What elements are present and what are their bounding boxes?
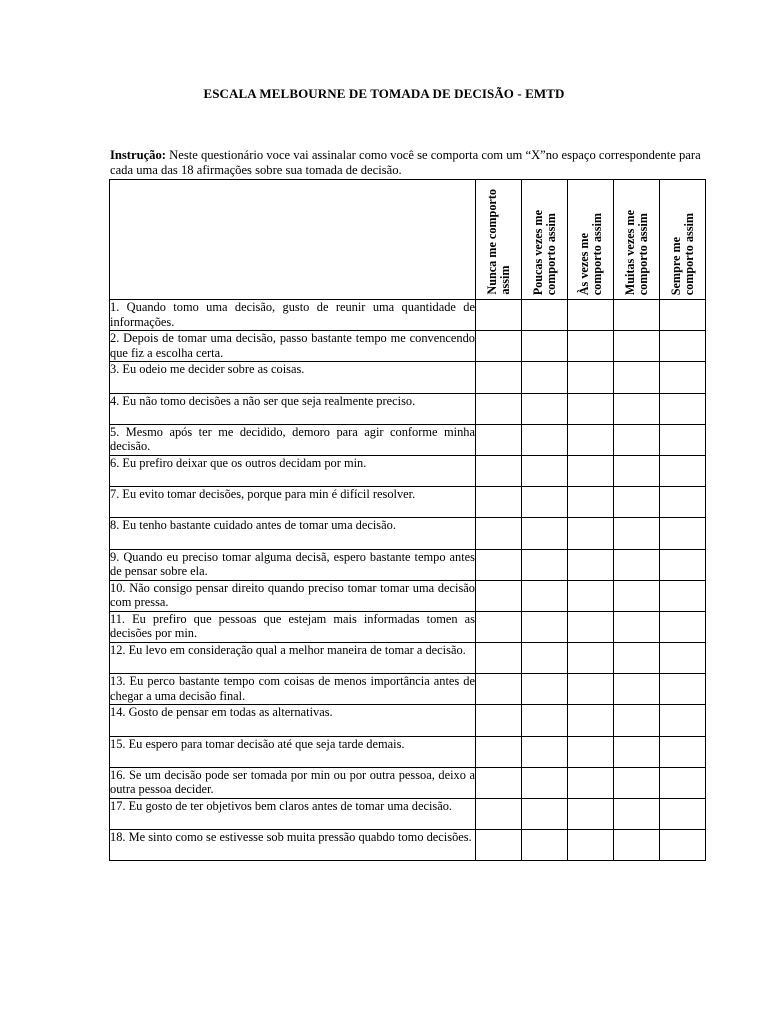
answer-cell[interactable]: [476, 643, 522, 674]
answer-cell[interactable]: [568, 300, 614, 331]
answer-cell[interactable]: [522, 830, 568, 861]
column-header-rarely: Poucas vezes me comporto assim: [522, 180, 568, 300]
question-text: 9. Quando eu preciso tomar alguma decisã, espero bastante tempo antes de pensar sobre ela.: [110, 549, 476, 580]
question-text: 6. Eu prefiro deixar que os outros decidam por min.: [110, 455, 476, 486]
question-text: 5. Mesmo após ter me decidido, demoro para agir conforme minha decisão.: [110, 424, 476, 455]
answer-cell[interactable]: [614, 300, 660, 331]
table-row: [110, 393, 706, 424]
answer-cell[interactable]: [522, 455, 568, 486]
table-row: [110, 549, 706, 580]
answer-cell[interactable]: [660, 300, 706, 331]
answer-cell[interactable]: [614, 362, 660, 393]
column-header-often: Muitas vezes me comporto assim: [614, 180, 660, 300]
answer-cell[interactable]: [660, 487, 706, 518]
table-row: [110, 455, 706, 486]
answer-cell[interactable]: [522, 424, 568, 455]
answer-cell[interactable]: [522, 580, 568, 611]
answer-cell[interactable]: [522, 549, 568, 580]
answer-cell[interactable]: [476, 705, 522, 736]
question-text: 1. Quando tomo uma decisão, gusto de reunir uma quantidade de informações.: [110, 300, 476, 331]
answer-cell[interactable]: [614, 424, 660, 455]
answer-cell[interactable]: [660, 736, 706, 767]
answer-cell[interactable]: [568, 799, 614, 830]
answer-cell[interactable]: [476, 424, 522, 455]
table-header-row: [110, 180, 706, 300]
table-row: [110, 487, 706, 518]
answer-cell[interactable]: [522, 643, 568, 674]
answer-cell[interactable]: [614, 643, 660, 674]
question-text: 14. Gosto de pensar em todas as alternativas.: [110, 705, 476, 736]
answer-cell[interactable]: [568, 674, 614, 705]
answer-cell[interactable]: [476, 830, 522, 861]
table-row: [110, 799, 706, 830]
answer-cell[interactable]: [660, 362, 706, 393]
answer-cell[interactable]: [614, 518, 660, 549]
instruction-paragraph: [110, 148, 710, 178]
answer-cell[interactable]: [568, 487, 614, 518]
question-text: 10. Não consigo pensar direito quando preciso tomar tomar uma decisão com pressa.: [110, 580, 476, 611]
answer-cell[interactable]: [476, 362, 522, 393]
answer-cell[interactable]: [476, 393, 522, 424]
answer-cell[interactable]: [614, 393, 660, 424]
answer-cell[interactable]: [568, 611, 614, 642]
answer-cell[interactable]: [476, 674, 522, 705]
question-text: 8. Eu tenho bastante cuidado antes de tomar uma decisão.: [110, 518, 476, 549]
answer-cell[interactable]: [476, 580, 522, 611]
answer-cell[interactable]: [660, 424, 706, 455]
answer-cell[interactable]: [522, 393, 568, 424]
answer-cell[interactable]: [614, 674, 660, 705]
answer-cell[interactable]: [614, 736, 660, 767]
answer-cell[interactable]: [476, 799, 522, 830]
answer-cell[interactable]: [476, 767, 522, 798]
table-row: [110, 643, 706, 674]
answer-cell[interactable]: [660, 767, 706, 798]
question-text: 16. Se um decisão pode ser tomada por min ou por outra pessoa, deixo a outra pessoa decider.: [110, 767, 476, 798]
answer-cell[interactable]: [568, 424, 614, 455]
answer-cell[interactable]: [660, 705, 706, 736]
answer-cell[interactable]: [568, 830, 614, 861]
answer-cell[interactable]: [660, 331, 706, 362]
instruction-label: Instrução:: [110, 148, 166, 162]
answer-cell[interactable]: [660, 518, 706, 549]
answer-cell[interactable]: [614, 799, 660, 830]
answer-cell[interactable]: [614, 549, 660, 580]
answer-cell[interactable]: [568, 767, 614, 798]
answer-cell[interactable]: [522, 331, 568, 362]
answer-cell[interactable]: [660, 455, 706, 486]
answer-cell[interactable]: [568, 518, 614, 549]
questionnaire-table: [109, 179, 706, 861]
question-text: 7. Eu evito tomar decisões, porque para min é difícil resolver.: [110, 487, 476, 518]
answer-cell[interactable]: [660, 549, 706, 580]
question-text: 12. Eu levo em consideração qual a melhor maneira de tomar a decisão.: [110, 643, 476, 674]
answer-cell[interactable]: [614, 331, 660, 362]
answer-cell[interactable]: [660, 799, 706, 830]
table-row: [110, 518, 706, 549]
answer-cell[interactable]: [568, 331, 614, 362]
answer-cell[interactable]: [660, 830, 706, 861]
answer-cell[interactable]: [660, 643, 706, 674]
question-text: 17. Eu gosto de ter objetivos bem claros antes de tomar uma decisão.: [110, 799, 476, 830]
answer-cell[interactable]: [614, 455, 660, 486]
answer-cell[interactable]: [568, 643, 614, 674]
answer-cell[interactable]: [476, 487, 522, 518]
column-header-never: Nunca me comporto assim: [476, 180, 522, 300]
column-header-sometimes: Às vezes me comporto assim: [568, 180, 614, 300]
table-row: [110, 611, 706, 642]
question-text: 13. Eu perco bastante tempo com coisas de menos importância antes de chegar a uma decisão final.: [110, 674, 476, 705]
instruction-text: Neste questionário voce vai assinalar como você se comporta com um “X”no espaço correspondente para cada uma das 18 afirmações sobre sua tomada de decisão.: [110, 148, 701, 177]
answer-cell[interactable]: [522, 300, 568, 331]
answer-cell[interactable]: [568, 455, 614, 486]
answer-cell[interactable]: [522, 611, 568, 642]
question-text: 4. Eu não tomo decisões a não ser que seja realmente preciso.: [110, 393, 476, 424]
answer-cell[interactable]: [522, 518, 568, 549]
answer-cell[interactable]: [476, 300, 522, 331]
answer-cell[interactable]: [522, 362, 568, 393]
answer-cell[interactable]: [476, 518, 522, 549]
answer-cell[interactable]: [614, 487, 660, 518]
question-text: 15. Eu espero para tomar decisão até que seja tarde demais.: [110, 736, 476, 767]
table-row: [110, 674, 706, 705]
answer-cell[interactable]: [614, 767, 660, 798]
answer-cell[interactable]: [568, 580, 614, 611]
answer-cell[interactable]: [568, 705, 614, 736]
answer-cell[interactable]: [476, 736, 522, 767]
answer-cell[interactable]: [660, 393, 706, 424]
table-row: [110, 331, 706, 362]
answer-cell[interactable]: [522, 736, 568, 767]
column-header-always: Sempre me comporto assim: [660, 180, 706, 300]
table-row: [110, 362, 706, 393]
question-text: 3. Eu odeio me decider sobre as coisas.: [110, 362, 476, 393]
table-row: [110, 705, 706, 736]
answer-cell[interactable]: [476, 611, 522, 642]
question-text: 18. Me sinto como se estivesse sob muita pressão quabdo tomo decisões.: [110, 830, 476, 861]
answer-cell[interactable]: [476, 455, 522, 486]
answer-cell[interactable]: [476, 549, 522, 580]
answer-cell[interactable]: [614, 705, 660, 736]
answer-cell[interactable]: [476, 331, 522, 362]
answer-cell[interactable]: [614, 580, 660, 611]
answer-cell[interactable]: [660, 611, 706, 642]
answer-cell[interactable]: [568, 736, 614, 767]
question-text: 2. Depois de tomar uma decisão, passo bastante tempo me convencendo que fiz a escolha certa.: [110, 331, 476, 362]
table-row: [110, 580, 706, 611]
answer-cell[interactable]: [660, 580, 706, 611]
answer-cell[interactable]: [522, 674, 568, 705]
answer-cell[interactable]: [568, 393, 614, 424]
answer-cell[interactable]: [522, 487, 568, 518]
question-text: 11. Eu prefiro que pessoas que estejam mais informadas tomen as decisões por min.: [110, 611, 476, 642]
table-row: [110, 300, 706, 331]
table-row: [110, 424, 706, 455]
answer-cell[interactable]: [522, 767, 568, 798]
answer-cell[interactable]: [522, 799, 568, 830]
answer-cell[interactable]: [568, 362, 614, 393]
table-row: [110, 767, 706, 798]
answer-cell[interactable]: [614, 611, 660, 642]
answer-cell[interactable]: [660, 674, 706, 705]
table-row: [110, 830, 706, 861]
document-title: ESCALA MELBOURNE DE TOMADA DE DECISÃO - EMTD: [203, 86, 565, 101]
header-blank-cell: [110, 180, 476, 300]
answer-cell[interactable]: [614, 830, 660, 861]
answer-cell[interactable]: [568, 549, 614, 580]
answer-cell[interactable]: [522, 705, 568, 736]
table-row: [110, 736, 706, 767]
